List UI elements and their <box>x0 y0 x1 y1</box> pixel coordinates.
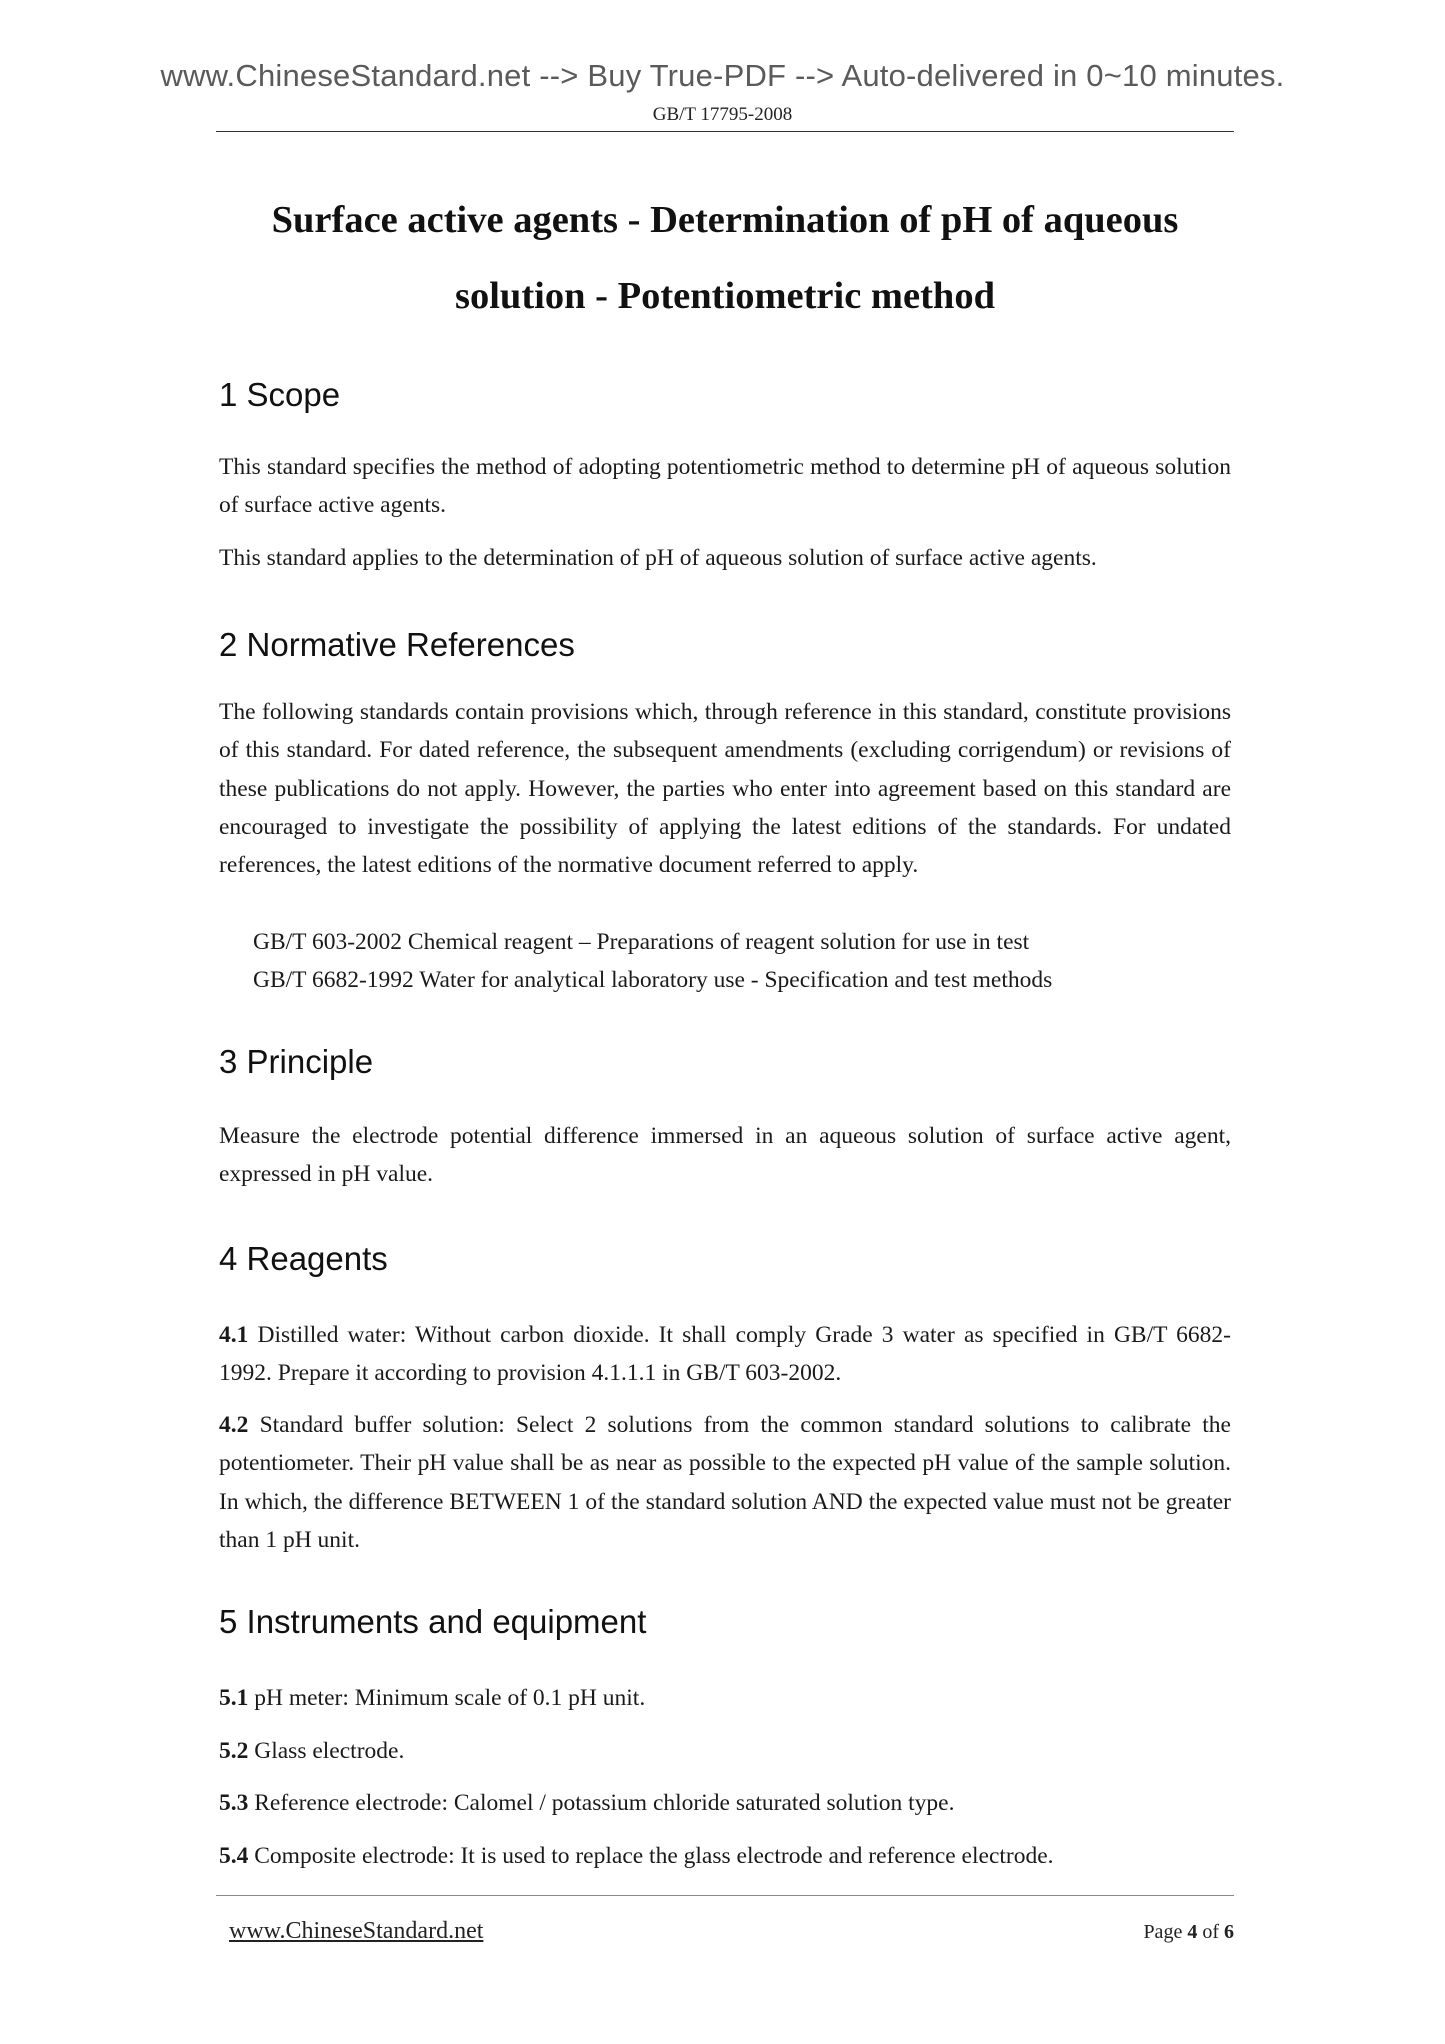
instrument-item <box>219 1784 1231 1822</box>
title-line-1: Surface active agents - Determination of pH of aqueous <box>271 199 1179 241</box>
clause-number: 5.3 <box>219 1790 249 1816</box>
header-divider <box>216 131 1234 132</box>
clause-number: 5.1 <box>219 1685 249 1711</box>
footer-divider <box>216 1895 1234 1896</box>
page-number <box>1143 1921 1234 1944</box>
scope-paragraph-2: This standard applies to the determination of pH of aqueous solution of surface active agents. <box>219 545 1097 571</box>
title-line-2: solution - Potentiometric method <box>455 275 995 317</box>
normative-paragraph: The following standards contain provisions which, through reference in this standard, constitute provisions of this standard. For dated reference, the subsequent amendments (excluding corrigendum) or revisions of these publications do not apply. However, the parties who enter into agreement based on this standard are encouraged to investigate the possibility of applying the latest editions of the standards. For undated references, the latest editions of the normative document referred to apply. <box>219 699 1231 879</box>
clause-text: Glass electrode. <box>254 1738 405 1764</box>
instrument-item <box>219 1732 1231 1770</box>
heading-instruments: 5 Instruments and equipment <box>219 1603 647 1640</box>
clause-text: pH meter: Minimum scale of 0.1 pH unit. <box>254 1685 646 1711</box>
clause-number: 4.1 <box>219 1322 249 1348</box>
clause-text: Distilled water: Without carbon dioxide. It shall comply Grade 3 water as specified in GB/T 6682-1992. Prepare it according to provision 4.1.1.1 in GB/T 603-2002. <box>219 1322 1231 1387</box>
instrument-item <box>219 1679 1231 1717</box>
standard-code: GB/T 17795-2008 <box>652 104 793 125</box>
instrument-item <box>219 1837 1231 1875</box>
heading-reagents: 4 Reagents <box>219 1240 388 1277</box>
page-current: 4 <box>1187 1921 1198 1943</box>
scope-paragraph-1: This standard specifies the method of adopting potentiometric method to determine pH of aqueous solution of surface active agents. <box>219 454 1231 519</box>
principle-paragraph: Measure the electrode potential difference immersed in an aqueous solution of surface active agent, expressed in pH value. <box>219 1123 1231 1188</box>
clause-text: Reference electrode: Calomel / potassium chloride saturated solution type. <box>254 1790 955 1816</box>
heading-principle: 3 Principle <box>219 1043 374 1080</box>
header-banner: www.ChineseStandard.net --> Buy True-PDF --> Auto-delivered in 0~10 minutes. <box>160 58 1285 93</box>
footer-website-link[interactable]: www.ChineseStandard.net <box>229 1918 484 1944</box>
normative-reference-item: GB/T 6682-1992 Water for analytical laboratory use - Specification and test methods <box>253 967 1053 993</box>
normative-reference-item: GB/T 603-2002 Chemical reagent – Preparations of reagent solution for use in test <box>253 929 1030 955</box>
page-title <box>216 182 1234 334</box>
page-of-label: of <box>1202 1921 1219 1943</box>
clause-number: 5.4 <box>219 1843 249 1869</box>
heading-normative-references: 2 Normative References <box>219 626 575 663</box>
reagent-item <box>219 1406 1231 1559</box>
page-label: Page <box>1143 1921 1183 1943</box>
clause-number: 5.2 <box>219 1738 249 1764</box>
clause-text: Composite electrode: It is used to replace the glass electrode and reference electrode. <box>254 1843 1054 1869</box>
clause-number: 4.2 <box>219 1412 249 1438</box>
page-total: 6 <box>1224 1921 1234 1943</box>
reagent-item <box>219 1316 1231 1393</box>
clause-text: Standard buffer solution: Select 2 solutions from the common standard solutions to calibrate the potentiometer. Their pH value shall be as near as possible to the expected pH value of the sample solution. In which, the difference BETWEEN 1 of the standard solution AND the expected value must not be greater than 1 pH unit. <box>219 1412 1231 1553</box>
heading-scope: 1 Scope <box>219 376 341 413</box>
